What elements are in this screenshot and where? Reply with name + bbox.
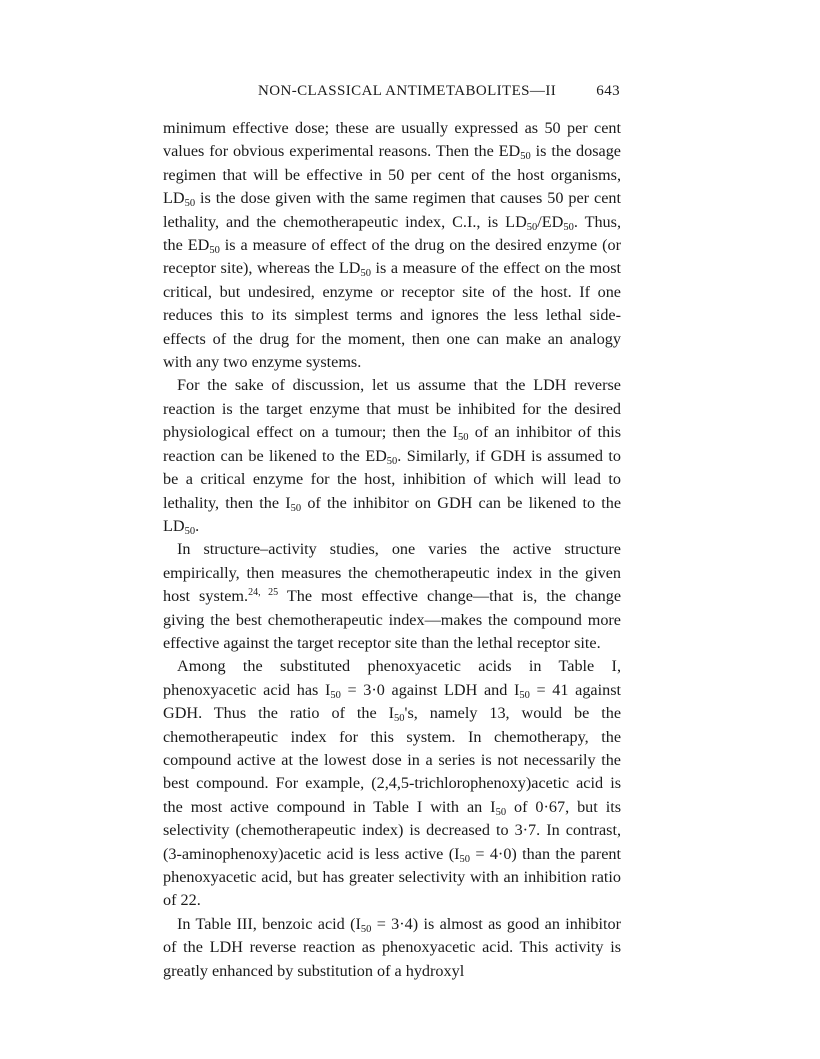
subscript: 50 [459,853,470,865]
body-text [163,117,621,983]
subscript: 50 [526,221,538,233]
text-run: In structure–activity studies, one varies the active structure empirically, then measures the chemotherapeutic index in the given host system. [163,540,621,606]
text-run: = 4·0) than the parent phenoxyacetic acid, but has greater selectivity with an inhibition ratio of 22. [163,844,621,910]
citation-superscript: 24, 25 [248,587,279,599]
subscript: 50 [520,151,531,163]
text-run: . [195,516,200,535]
paragraph [163,913,621,983]
text-run: is the dosage regimen that will be effective in 50 per cent of the host organisms, LD [163,142,621,208]
subscript: 50 [360,923,372,935]
subscript: 50 [386,455,398,467]
text-run: = 41 against GDH. Thus the ratio of the I [163,680,621,723]
text-run: . Thus, the ED [163,212,621,255]
subscript: 50 [458,432,469,444]
paragraph [163,374,621,538]
subscript: 50 [394,713,405,725]
subscript: 50 [360,268,371,280]
text-run: of the inhibitor on GDH can be likened to the LD [163,493,622,535]
text-run: The most effective change—that is, the change giving the best chemotherapeutic index—makes the compound more effective against the target receptor site than the lethal receptor site. [163,587,622,652]
text-run: is a measure of the effect on the most critical, but undesired, enzyme or receptor site of the host. If one reduces this to its simplest terms and ignores the less lethal side-effects of the drug for the moment, then one can make an analogy with any two enzyme systems. [163,259,621,372]
subscript: 50 [184,525,196,537]
subscript: 50 [519,689,530,701]
text-run: of an inhibitor of this reaction can be likened to the ED [163,423,622,465]
text-run: 's, namely 13, would be the chemotherapeutic index for this system. In chemotherapy, the compound active at the lowest dose in a series is not necessarily the best compound. For example, (2,4,5-trichlorophenoxy)acetic acid is the most active compound in Table I with an I [163,704,622,816]
text-run: minimum effective dose; these are usually expressed as 50 per cent values for obvious experimental reasons. Then the ED [163,119,621,161]
running-title: NON-CLASSICAL ANTIMETABOLITES—II [258,83,557,99]
subscript: 50 [209,245,220,257]
paragraph [163,655,621,912]
text-run: is the dose given with the same regimen that causes 50 per cent lethality, and the chemotherapeutic index, C.I., is LD [163,189,621,231]
text-run: /ED [537,212,564,231]
text-run: For the sake of discussion, let us assume that the LDH reverse reaction is the target enzyme that must be inhibited for the desired physiological effect on a tumour; then the I [163,376,621,442]
text-run: = 3·0 against LDH and I [340,680,520,699]
subscript: 50 [330,689,341,701]
subscript: 50 [184,198,196,210]
paragraph [163,538,621,655]
text-run: of 0·67, but its selectivity (chemotherapeutic index) is decreased to 3·7. In contrast, (3-aminophenoxy)acetic acid is less active (I [163,797,622,863]
page-number: 643 [596,83,620,99]
subscript: 50 [495,806,507,818]
subscript: 50 [563,221,574,233]
text-run: Among the substituted phenoxyacetic acids in Table I, phenoxyacetic acid has I [163,657,621,699]
text-run: . Similarly, if GDH is assumed to be a critical enzyme for the host, inhibition of which will lead to lethality, then the I [163,446,621,512]
subscript: 50 [290,502,302,514]
text-run: = 3·4) is almost as good an inhibitor of the LDH reverse reaction as phenoxyacetic acid. This activity is greatly enhanced by substitution of a hydroxyl [163,914,621,980]
paragraph [163,117,621,374]
text-run: In Table III, benzoic acid (I [177,914,361,933]
running-head [163,83,620,100]
text-run: is a measure of effect of the drug on the desired enzyme (or receptor site), whereas the LD [163,236,621,278]
